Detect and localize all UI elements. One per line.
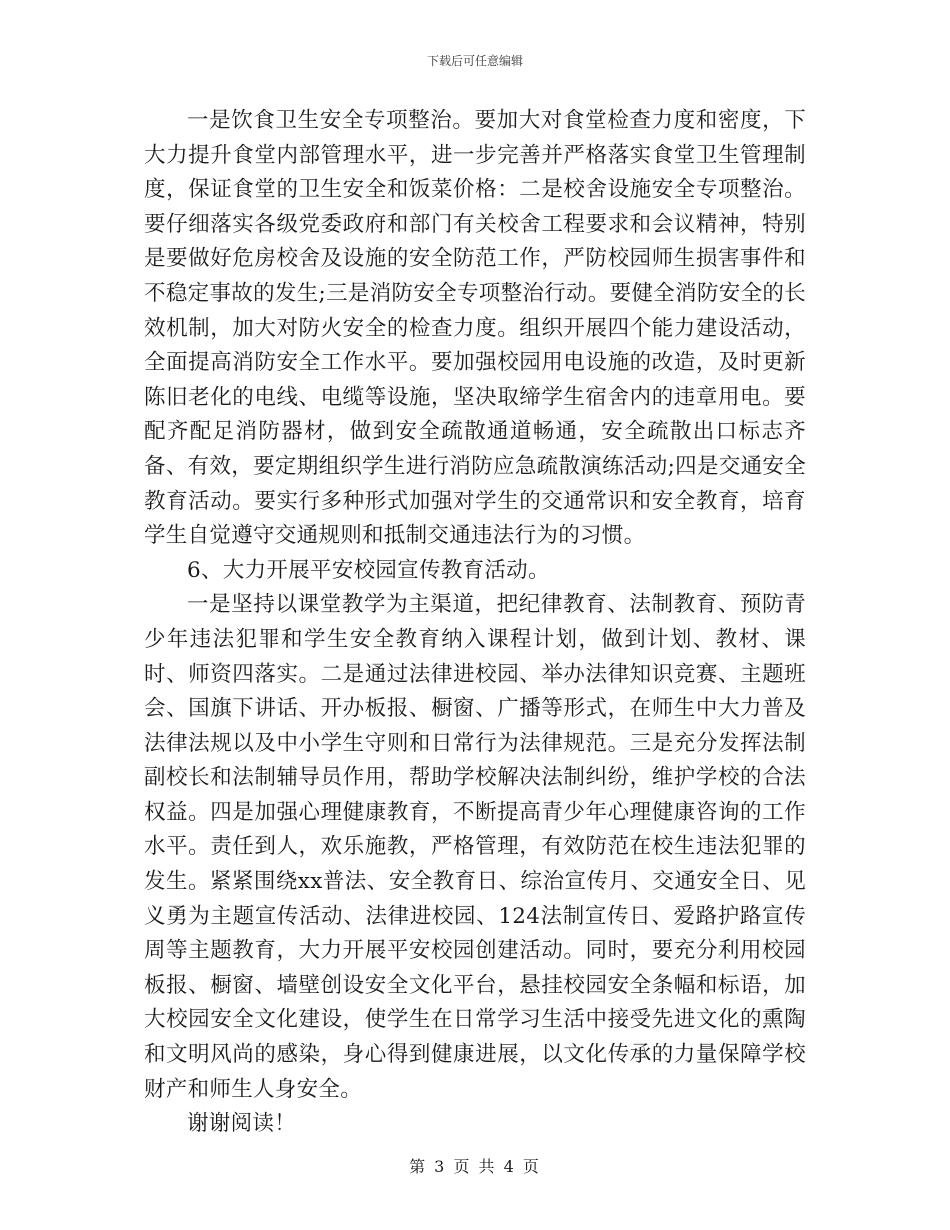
section-heading-publicity: 6、大力开展平安校园宣传教育活动。 bbox=[187, 557, 550, 583]
paragraph-publicity-education: 一是坚持以课堂教学为主渠道，把纪律教育、法制教育、预防青少年违法犯罪和学生安全教育纳入课程计划，做到计划、教材、课时、师资四落实。二是通过法律进校园、举办法律知识竞赛、主题班会、国旗下讲话、开办板报、橱窗、广播等形式，在师生中大力普及法律法规以及中小学生守则和日常行为法律规范。三是充分发挥法制副校长和法制辅导员作用，帮助学校解决法制纠纷，维护学校的合法权益。四是加强心理健康教育，不断提高青少年心理健康咨询的工作水平。责任到人，欢乐施教，严格管理，有效防范在校生违法犯罪的发生。紧紧围绕xx普法、安全教育日、综治宣传月、交通安全日、见义勇为主题宣传活动、法律进校园、124法制宣传日、爱路护路宣传周等主题教育，大力开展平安校园创建活动。同时，要充分利用校园板报、橱窗、墙壁创设安全文化平台，悬挂校园安全条幅和标语，加大校园安全文化建设，使学生在日常学习生活中接受先进文化的熏陶和文明风尚的感染，身心得到健康进展，以文化传承的力量保障学校财产和师生人身安全。 bbox=[144, 592, 806, 1102]
page-header: 下载后可任意编辑 bbox=[426, 54, 523, 68]
paragraph-safety-rectification: 一是饮食卫生安全专项整治。要加大对食堂检查力度和密度，下大力提升食堂内部管理水平，进一步完善并严格落实食堂卫生管理制度，保证食堂的卫生安全和饭菜价格：二是校舍设施安全专项整治。要仔细落实各级党委政府和部门有关校舍工程要求和会议精神，特别是要做好危房校舍及设施的安全防范工作，严防校园师生损害事件和不稳定事故的发生;三是消防安全专项整治行动。要健全消防安全的长效机制，加大对防火安全的检查力度。组织开展四个能力建设活动，全面提高消防安全工作水平。要加强校园用电设施的改造，及时更新陈旧老化的电线、电缆等设施，坚决取缔学生宿舍内的违章用电。要配齐配足消防器材，做到安全疏散通道畅通，安全疏散出口标志齐备、有效，要定期组织学生进行消防应急疏散演练活动;四是交通安全教育活动。要实行多种形式加强对学生的交通常识和安全教育，培育学生自觉遵守交通规则和抵制交通违法行为的习惯。 bbox=[144, 108, 806, 549]
page-number: 第 3 页 共 4 页 bbox=[409, 1157, 541, 1176]
closing-thanks: 谢谢阅读！ bbox=[187, 1111, 297, 1137]
document-body bbox=[144, 104, 806, 1142]
